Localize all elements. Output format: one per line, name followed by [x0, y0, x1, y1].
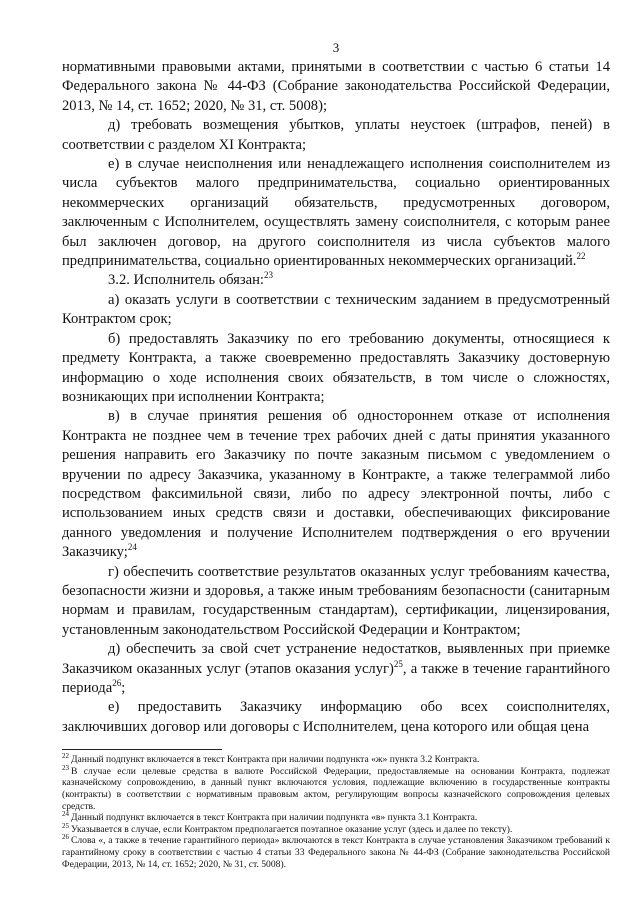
footnote-ref[interactable]: 26 — [112, 678, 122, 689]
paragraph-text: е) предоставить Заказчику информацию обо всех соисполнителях, заключивших договор или договоры с Исполнителем, цена которого или общая цена — [62, 699, 610, 735]
paragraph-continuation — [62, 58, 610, 116]
paragraph-text: д) требовать возмещения убытков, уплаты неустоек (штрафов, пеней) в соответствии с разделом XI Контракта; — [62, 117, 610, 153]
footnote — [62, 812, 610, 824]
footnote-text: Данный подпункт включается в текст Контракта при наличии подпункта «ж» пункта 3.2 Контракта. — [71, 754, 480, 766]
footnote-number: 25 — [62, 821, 69, 830]
paragraph-b-documents — [62, 330, 610, 408]
paragraph-g-quality — [62, 563, 610, 641]
paragraph-text-tail: , а также в течение гарантийного периода — [62, 660, 610, 696]
paragraph-text: е) в случае неисполнения или ненадлежащего исполнения соисполнителем из числа субъектов малого предпринимательства, социально ориентированных некоммерческих организаций обязательств, предусмотренных договором, заключенным с Исполнителем, осуществлять замену соисполнителя, с которым ранее был заключен договор, на другого соисполнителя из числа субъектов малого предпринимательства, социально ориентированных некоммерческих организаций. — [62, 156, 610, 270]
paragraph-text: д) обеспечить за свой счет устранение недостатков, выявленных при приемке Заказчиком оказанных услуг (этапов оказания услуг) — [62, 641, 610, 677]
footnote-number: 24 — [62, 810, 69, 818]
footnote-text: В случае если целевые средства в валюте Российской Федерации, предоставляемые на основании Контракта, подлежат казначейскому сопровождению, в данный пункт включаются условия, подлежащие включению в государственные контракты (контракты) в соответствии с нормативным правовым актом, регулирующим вопросы казначейского сопровождения целевых средств. — [62, 765, 610, 812]
footnote — [62, 763, 610, 812]
paragraph-text: а) оказать услуги в соответствии с техническим заданием в предусмотренный Контрактом срок; — [62, 291, 610, 328]
body-text — [62, 58, 610, 737]
page-number: 3 — [332, 40, 340, 55]
footnote-number: 23 — [62, 763, 69, 772]
paragraph-a-services — [62, 291, 610, 330]
footnote-ref[interactable]: 25 — [393, 658, 403, 669]
footnote-text: Данный подпункт включается в текст Контракта при наличии подпункта «в» пункта 3.1 Контракта. — [71, 812, 478, 824]
footnote-ref[interactable]: 22 — [576, 251, 586, 262]
paragraph-text: 3.2. Исполнитель обязан: — [108, 272, 264, 289]
paragraph-v-refusal — [62, 407, 610, 562]
paragraph-text: б) предоставлять Заказчику по его требованию документы, относящиеся к предмету Контракта, а также своевременно предоставлять Заказчику достоверную информацию о ходе исполнения своих обязательств, в том числе о сложностях, возникающих при исполнении Контракта; — [62, 330, 610, 405]
paragraph-text: нормативными правовыми актами, принятыми в соответствии с частью 6 статьи 14 Федерального закона № 44-ФЗ (Собрание законодательства Российской Федерации, 2013, № 14, ст. 1652; 2020, № 31, ст. 5008); — [62, 59, 610, 114]
footnote — [62, 754, 610, 766]
footnote-text: Указывается в случае, если Контрактом предполагается поэтапное оказание услуг (здесь и далее по тексту). — [71, 823, 513, 835]
footnote-ref[interactable]: 24 — [127, 542, 137, 553]
footnote-text: Слова «, а также в течение гарантийного периода» включаются в текст Контракта в случае установления Заказчиком требований к гарантийному сроку в соответствии с частью 4 статьи 33 Федерального закона № 44-ФЗ (Собрание законодательства Российской Федерации, 2013, № 14, ст. 1652; 2020, № 31, ст. 5008). — [62, 835, 610, 870]
paragraph-d-damages — [62, 116, 610, 155]
footnote-divider — [62, 749, 222, 750]
paragraph-e-replacement — [62, 155, 610, 271]
footnote-number: 26 — [62, 833, 69, 842]
footnote-ref[interactable]: 23 — [264, 270, 273, 281]
document-page — [62, 40, 610, 870]
footnote-number: 22 — [62, 752, 69, 761]
paragraph-text-tail: ; — [121, 680, 126, 696]
paragraph-e-subcontractors — [62, 698, 610, 737]
footnotes — [62, 754, 610, 870]
section-heading-3-2 — [62, 271, 610, 290]
footnote — [62, 821, 610, 836]
paragraph-text: в) в случае принятия решения об одностороннем отказе от исполнения Контракта не позднее чем в течение трех рабочих дней с даты принятия указанного решения направить его Заказчику по почте заказным письмом с уведомлением о вручении по адресу Заказчика, указанному в Контракте, а также телеграммой либо посредством факсимильной связи, либо по адресу электронной почты, либо с использованием иных средств связи и доставки, обеспечивающих фиксирование данного уведомления и получение Исполнителем подтверждения о его вручении Заказчику; — [62, 408, 610, 561]
paragraph-d-defects — [62, 640, 610, 698]
paragraph-text: г) обеспечить соответствие результатов оказанных услуг требованиям качества, безопасности жизни и здоровья, а также иным требованиям безопасности (санитарным нормам и правилам, государственным стандартам), сертификации, лицензирования, установленным законодательством Российской Федерации и Контрактом; — [62, 563, 610, 638]
footnote — [62, 835, 610, 870]
